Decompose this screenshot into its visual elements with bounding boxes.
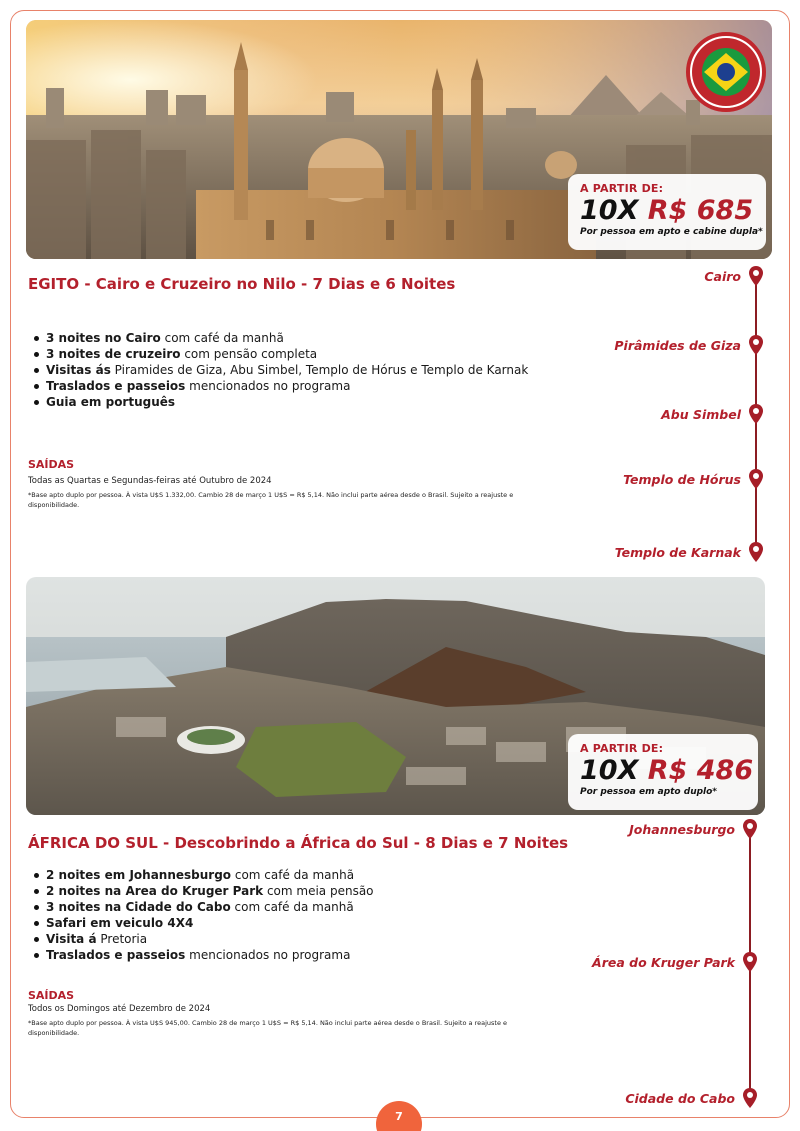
stop-label: Cidade do Cabo — [625, 1090, 735, 1106]
egypt-inclusions-list — [32, 330, 528, 410]
price-from-label: A PARTIR DE: — [580, 182, 664, 195]
price-amount: R$ 685 — [647, 195, 754, 226]
price-value — [580, 195, 756, 227]
list-item: 2 noites na Area do Kruger Park com meia pensão — [32, 883, 374, 899]
list-item: 3 noites na Cidade do Cabo com café da manhã — [32, 899, 374, 915]
price-note: Por pessoa em apto duplo* — [580, 787, 718, 797]
list-item: Visitas ás Piramides de Giza, Abu Simbel, Templo de Hórus e Templo de Karnak — [32, 362, 528, 378]
map-pin-icon — [743, 819, 757, 839]
route-stop-cidade-do-cabo — [625, 1087, 757, 1109]
south-africa-trip-title: ÁFRICA DO SUL - Descobrindo a África do Sul - 8 Dias e 7 Noites — [28, 834, 569, 852]
route-stop-karnak — [615, 541, 763, 563]
map-pin-icon — [749, 469, 763, 489]
stop-label: Templo de Karnak — [614, 544, 741, 560]
brazil-flag-icon — [690, 36, 762, 108]
egypt-departures-text: Todas as Quartas e Segundas-feiras até Outubro de 2024 — [28, 476, 272, 486]
stop-label: Pirâmides de Giza — [614, 337, 741, 353]
stop-label: Templo de Hórus — [623, 471, 741, 487]
list-item: 3 noites no Cairo com café da manhã — [32, 330, 528, 346]
route-stop-horus — [623, 468, 763, 490]
list-item: Traslados e passeios mencionados no programa — [32, 378, 528, 394]
map-pin-icon — [749, 404, 763, 424]
stop-label: Área do Kruger Park — [592, 954, 735, 970]
route-stop-johannesburgo — [629, 818, 757, 840]
egypt-fine-print: *Base apto duplo por pessoa. À vista U$S 1.332,00. Cambio 28 de março 1 U$S = R$ 5,14. Não inclui parte aérea desde o Brasil. Sujeito a reajuste e disponibilidade. — [28, 491, 514, 509]
list-item: 2 noites em Johannesburgo com café da manhã — [32, 867, 374, 883]
page-number: 7 — [376, 1101, 422, 1131]
list-item: Visita á Pretoria — [32, 931, 374, 947]
egypt-price-box — [568, 174, 766, 250]
map-pin-icon — [749, 266, 763, 286]
list-item: Safari em veiculo 4X4 — [32, 915, 374, 931]
stop-label: Cairo — [704, 268, 741, 284]
route-stop-cairo — [704, 265, 763, 287]
stop-label: Abu Simbel — [661, 406, 741, 422]
price-amount: R$ 486 — [647, 755, 754, 786]
south-africa-departures-title: SAÍDAS — [28, 989, 75, 1002]
price-value — [580, 755, 754, 787]
route-stop-giza — [614, 334, 763, 356]
brazil-flag-badge — [686, 32, 766, 112]
route-stop-kruger — [592, 951, 757, 973]
price-note: Por pessoa em apto e cabine dupla* — [580, 227, 763, 237]
route-stop-abu-simbel — [661, 403, 763, 425]
egypt-departures-title: SAÍDAS — [28, 458, 75, 471]
map-pin-icon — [743, 1088, 757, 1108]
list-item: Traslados e passeios mencionados no programa — [32, 947, 374, 963]
south-africa-price-box — [568, 734, 758, 810]
list-item: Guia em português — [32, 394, 528, 410]
south-africa-fine-print: *Base apto duplo por pessoa. À vista U$S 945,00. Cambio 28 de março 1 U$S = R$ 5,14. Não inclui parte aérea desde o Brasil. Sujeito a reajuste e disponibilidade. — [28, 1019, 508, 1037]
stop-label: Johannesburgo — [629, 821, 735, 837]
price-installments: 10X — [580, 755, 639, 786]
south-africa-departures-text: Todos os Domingos até Dezembro de 2024 — [28, 1004, 211, 1014]
price-installments: 10X — [580, 195, 639, 226]
price-from-label: A PARTIR DE: — [580, 742, 664, 755]
map-pin-icon — [749, 542, 763, 562]
list-item: 3 noites de cruzeiro com pensão completa — [32, 346, 528, 362]
egypt-trip-title: EGITO - Cairo e Cruzeiro no Nilo - 7 Dias e 6 Noites — [28, 275, 456, 293]
map-pin-icon — [743, 952, 757, 972]
south-africa-inclusions-list — [32, 867, 374, 963]
map-pin-icon — [749, 335, 763, 355]
